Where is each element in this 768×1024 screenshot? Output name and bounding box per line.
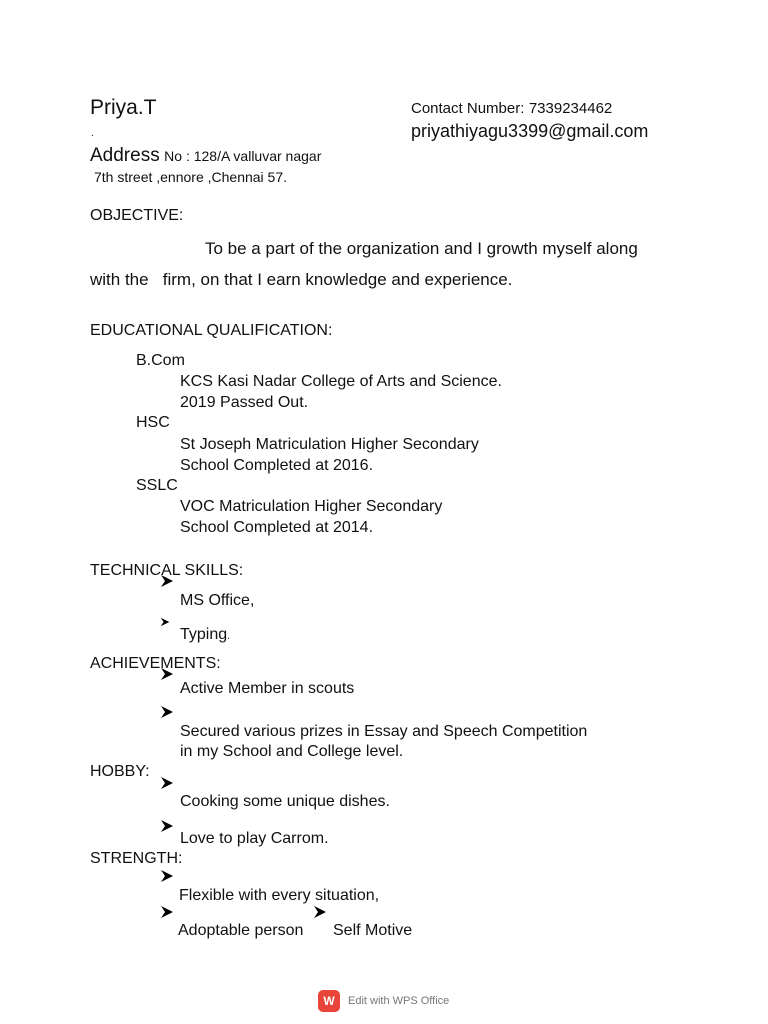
achievement-item-continued: in my School and College level. bbox=[180, 743, 404, 760]
education-degree-bcom: B.Com bbox=[136, 352, 185, 369]
bullet-arrow-icon bbox=[160, 819, 174, 833]
address-value-1: No : 128/A valluvar nagar bbox=[164, 148, 322, 164]
applicant-name: Priya.T bbox=[90, 96, 157, 119]
bullet-arrow-icon bbox=[160, 574, 174, 588]
contact-number-value: 7339234462 bbox=[528, 100, 613, 117]
bullet-arrow-icon bbox=[160, 776, 174, 790]
education-degree-hsc: HSC bbox=[136, 414, 170, 431]
hobby-item: Cooking some unique dishes. bbox=[180, 793, 390, 810]
strength-heading: STRENGTH: bbox=[90, 850, 183, 867]
education-detail: VOC Matriculation Higher Secondary bbox=[180, 498, 443, 515]
strength-item: Flexible with every situation, bbox=[179, 887, 380, 904]
achievement-item: Active Member in scouts bbox=[180, 680, 355, 697]
address-line-1 bbox=[90, 145, 321, 167]
education-heading: EDUCATIONAL QUALIFICATION: bbox=[90, 322, 333, 339]
objective-heading: OBJECTIVE: bbox=[90, 207, 184, 224]
achievements-heading: ACHIEVEMENTS: bbox=[90, 655, 221, 672]
wps-edit-label: Edit with WPS Office bbox=[348, 995, 450, 1007]
contact-number-label: Contact Number bbox=[411, 100, 521, 117]
strength-item: Self Motive bbox=[333, 922, 413, 939]
education-detail: 2019 Passed Out. bbox=[180, 394, 309, 411]
bullet-arrow-icon bbox=[160, 667, 174, 681]
address-value-2: 7th street ,ennore ,Chennai 57. bbox=[94, 169, 288, 185]
skill-item: Typing. bbox=[180, 626, 230, 643]
bullet-arrow-icon bbox=[160, 869, 174, 883]
skills-heading: TECHNICAL SKILLS: bbox=[90, 562, 244, 579]
objective-line-1: To be a part of the organization and I growth myself along bbox=[205, 239, 638, 258]
education-degree-sslc: SSLC bbox=[136, 477, 178, 494]
address-label: Address bbox=[90, 145, 160, 166]
stray-dot: . bbox=[91, 128, 94, 139]
edit-with-wps-badge[interactable] bbox=[318, 990, 449, 1012]
education-detail: School Completed at 2016. bbox=[180, 457, 374, 474]
bullet-arrow-icon bbox=[160, 705, 174, 719]
email-address: priyathiyagu3399@gmail.com bbox=[411, 121, 649, 141]
skill-item: MS Office, bbox=[180, 592, 255, 609]
strength-item: Adoptable person bbox=[178, 922, 304, 939]
bullet-arrow-icon bbox=[160, 905, 174, 919]
education-detail: St Joseph Matriculation Higher Secondary bbox=[180, 436, 479, 453]
education-detail: KCS Kasi Nadar College of Arts and Science. bbox=[180, 373, 502, 390]
bullet-arrow-icon bbox=[160, 617, 170, 627]
hobby-heading: HOBBY: bbox=[90, 763, 150, 780]
objective-line-2: with the firm, on that I earn knowledge and experience. bbox=[90, 270, 513, 289]
wps-office-logo-icon: W bbox=[318, 990, 340, 1012]
education-detail: School Completed at 2014. bbox=[180, 519, 374, 536]
achievement-item: Secured various prizes in Essay and Speech Competition bbox=[180, 723, 588, 740]
bullet-arrow-icon bbox=[313, 905, 327, 919]
hobby-item: Love to play Carrom. bbox=[180, 830, 329, 847]
contact-separator: : bbox=[520, 100, 525, 117]
contact-number-line bbox=[411, 100, 612, 118]
